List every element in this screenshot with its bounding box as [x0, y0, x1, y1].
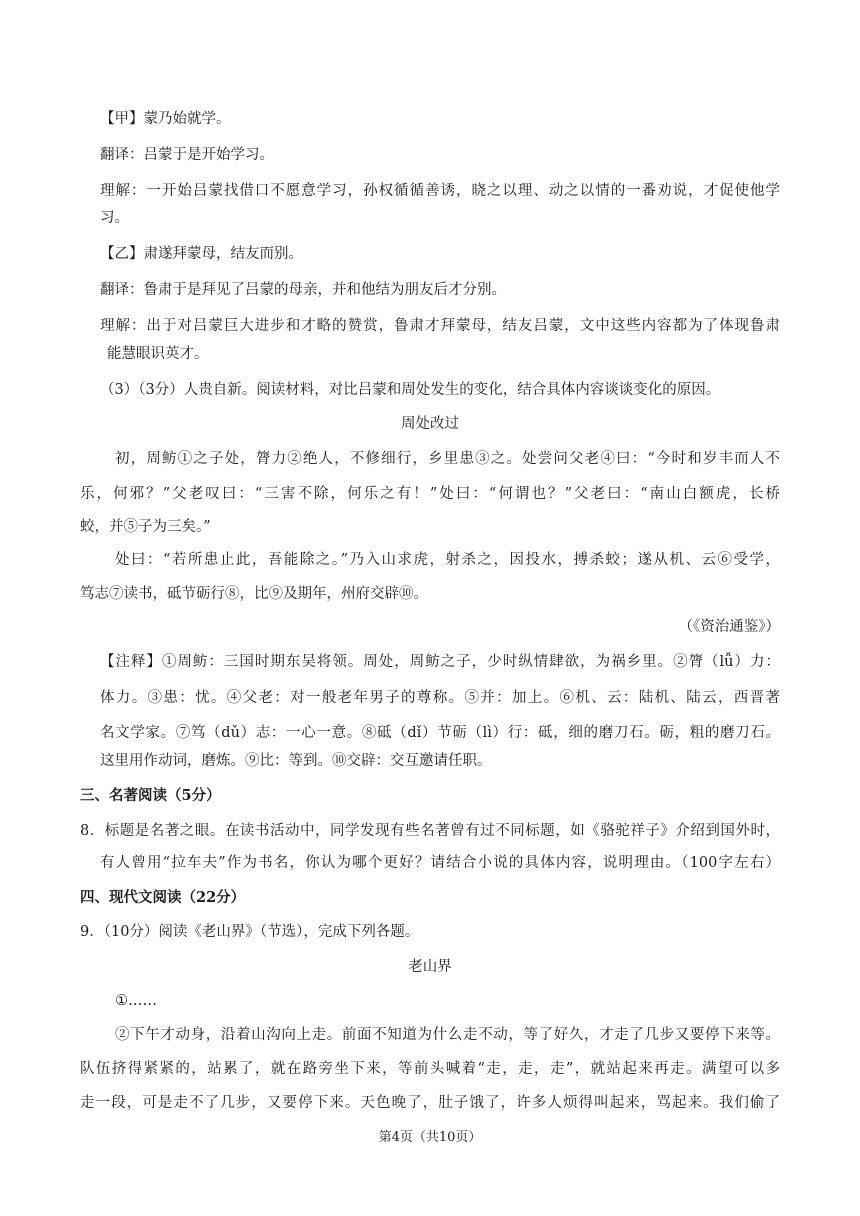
- notes-line-3: 名文学家。⑦笃（dǔ）志：一心一意。⑧砥（dǐ）节砺（lì）行：砥，细的磨刀石。砺，粗的磨刀石。: [100, 725, 780, 741]
- jia-translation: 翻译：吕蒙于是开始学习。: [100, 147, 274, 163]
- passage2-title: 老山界: [408, 959, 452, 975]
- passage-source: （《资治通鉴》）: [678, 619, 780, 635]
- question-3: （3）（3分）人贵自新。阅读材料，对比吕蒙和周处发生的变化，结合具体内容谈谈变化的原因。: [100, 382, 721, 398]
- passage2-para2-line-1: ②下午才动身，沿着山沟向上走。前面不知道为什么走不动，等了好久，才走了几步又要停下来等。: [115, 1027, 780, 1043]
- notes-line-1: 【注释】①周鲂：三国时期东吴将领。周处，周鲂之子，少时纵情肆欲，为祸乡里。②膂（lǚ）力：: [100, 654, 780, 670]
- yi-understanding-line-2: 能慧眼识英才。: [107, 346, 209, 362]
- question-8-line-2: 有人曾用“拉车夫”作为书名，你认为哪个更好？请结合小说的具体内容，说明理由。（100字左右）: [100, 855, 780, 871]
- page-footer: 第4页（共10页）: [378, 1130, 482, 1145]
- passage-para2-line-1: 处曰：“若所患止此，吾能除之。”乃入山求虎，射杀之，因投水，搏杀蛟；遂从机、云⑥受学，: [115, 552, 780, 568]
- jia-sentence: 【甲】蒙乃始就学。: [100, 111, 231, 127]
- passage2-para2-line-2: 队伍挤得紧紧的，站累了，就在路旁坐下来，等前头喊着“走，走，走”，就站起来再走。满望可以多: [80, 1061, 780, 1077]
- section-4-heading: 四、现代文阅读（22分）: [80, 889, 246, 906]
- question-8-line-1: 8．标题是名著之眼。在读书活动中，同学发现有些名著曾有过不同标题，如《骆驼祥子》介绍到国外时，: [80, 823, 780, 839]
- passage-para1-line-3: 蛟，并⑤子为三矣。”: [80, 519, 211, 535]
- notes-line-4: 这里用作动词，磨炼。⑨比：等到。⑩交辟：交互邀请任职。: [100, 753, 492, 769]
- yi-translation: 翻译：鲁肃于是拜见了吕蒙的母亲，并和他结为朋友后才分别。: [100, 282, 506, 298]
- question-9: 9．（10分）阅读《老山界》（节选），完成下列各题。: [80, 924, 420, 940]
- passage-para1-line-1: 初，周鲂①之子处，膂力②绝人，不修细行，乡里患③之。处尝问父老④曰：“今时和岁丰而人不: [115, 451, 780, 467]
- passage-title: 周处改过: [401, 416, 459, 432]
- jia-understanding-line-1: 理解：一开始吕蒙找借口不愿意学习，孙权循循善诱，晓之以理、动之以情的一番劝说，才促使他学: [100, 183, 780, 199]
- yi-sentence: 【乙】肃遂拜蒙母，结友而别。: [100, 246, 303, 262]
- passage2-para2-line-3: 走一段，可是走不了几步，又要停下来。天色晚了，肚子饿了，许多人烦得叫起来，骂起来。我们偷了: [80, 1095, 780, 1111]
- yi-understanding-line-1: 理解：出于对吕蒙巨大进步和才略的赞赏，鲁肃才拜蒙母，结友吕蒙，文中这些内容都为了体现鲁肃: [100, 318, 780, 334]
- section-3-heading: 三、名著阅读（5分）: [80, 787, 221, 804]
- passage-para1-line-2: 乐，何邪？”父老叹曰：“三害不除，何乐之有！”处曰：“何谓也？”父老曰：“南山白额虎，长桥: [80, 486, 780, 502]
- passage-para2-line-2: 笃志⑦读书，砥节砺行⑧，比⑨及期年，州府交辟⑩。: [80, 586, 428, 602]
- jia-understanding-line-2: 习。: [100, 210, 129, 226]
- notes-line-2: 体力。③患：忧。④父老：对一般老年男子的尊称。⑤并：加上。⑥机、云：陆机、陆云，西晋著: [100, 690, 780, 706]
- passage2-para-1: ①……: [115, 993, 157, 1009]
